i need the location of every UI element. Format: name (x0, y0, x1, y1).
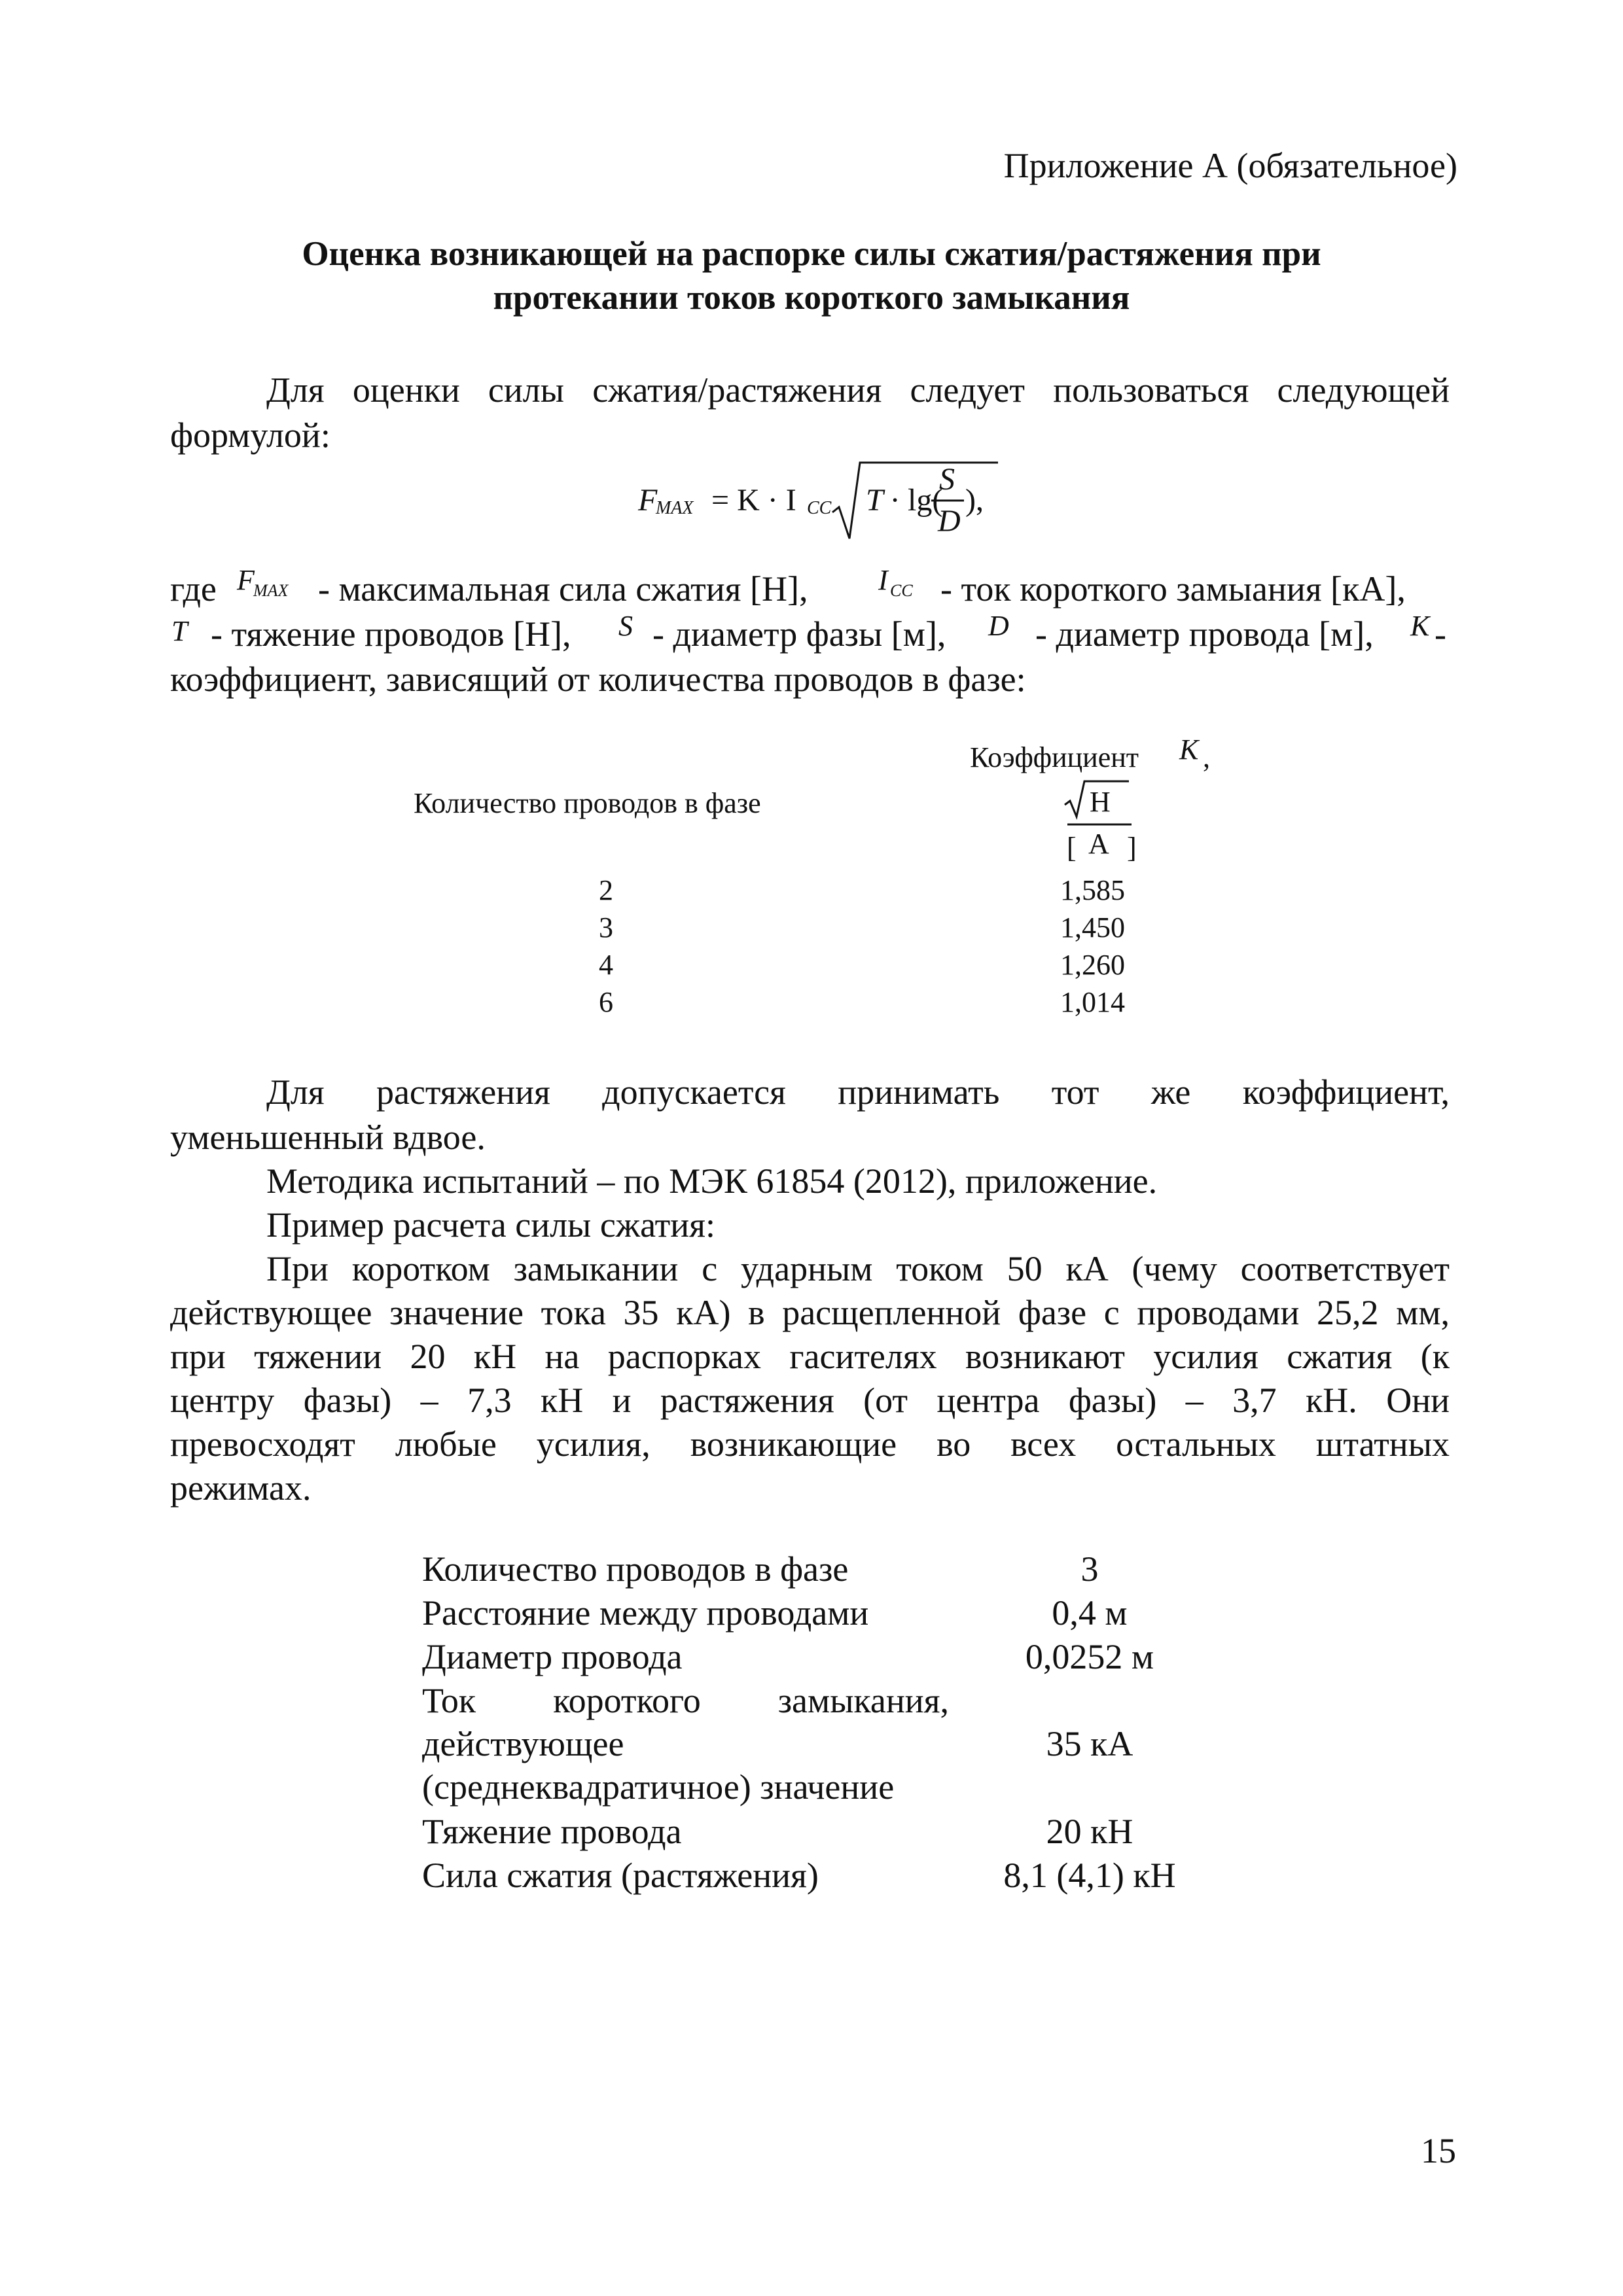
row-label-line-2: действующее (422, 1724, 624, 1763)
p1-line-1: Для растяжения допускается принимать тот же коэффициент, (266, 1072, 1450, 1112)
coef-k-row-2: 1,450 (1060, 911, 1125, 944)
coef-k-row-3: 1,260 (1060, 949, 1125, 981)
row-label: Диаметр провода (422, 1637, 683, 1676)
table-row (422, 1547, 1194, 1591)
legend-sym-i-sub: CC (890, 581, 913, 600)
formula-f: F (638, 483, 658, 518)
legend-d-text: - диаметр провода [м], (1035, 614, 1374, 654)
coef-n-row-1: 2 (599, 874, 613, 906)
formula-t: T · (866, 483, 899, 518)
intro-line-2: формулой: (170, 415, 330, 455)
unit-bracket-open: [ (1067, 832, 1077, 864)
p4-last: режимах. (170, 1468, 312, 1508)
p4-line-3: при тяжении 20 кН на распорках гасителях возникают усилия сжатия (к (170, 1337, 1450, 1376)
legend-t-text: - тяжение проводов [Н], (211, 614, 571, 654)
intro-line-1: Для оценки силы сжатия/растяжения следует пользоваться следующей (266, 370, 1450, 410)
legend-sym-f-sub: MAX (253, 581, 289, 600)
fraction-bar (931, 499, 964, 502)
row-value: 3 (1080, 1549, 1099, 1589)
row-value: 0,4 м (1052, 1593, 1128, 1633)
row-value: 20 кН (1046, 1812, 1133, 1851)
legend-k-text: - (1435, 614, 1446, 654)
legend-where: где (170, 569, 217, 609)
table-row (422, 1679, 1194, 1810)
legend-sym-t: T (171, 615, 188, 647)
formula-num: S (939, 462, 955, 497)
p4-line-1: При коротком замыкании с ударным током 50 кА (чему соответствует (266, 1249, 1450, 1288)
row-label-line-1: Ток короткого замыкания, (422, 1681, 949, 1720)
appendix-label: Приложение А (обязательное) (1003, 146, 1457, 185)
formula-close: ), (965, 483, 984, 518)
coef-col2-header: Коэффициент (970, 741, 1139, 773)
formula (638, 455, 1005, 546)
p3: Пример расчета силы сжатия: (266, 1205, 716, 1245)
formula-lg: lg( (908, 483, 943, 518)
legend-line-3: коэффициент, зависящий от количества проводов в фазе: (170, 660, 1026, 699)
table-row (422, 1635, 1194, 1678)
coef-n-row-2: 3 (599, 911, 613, 944)
section-title (170, 232, 1453, 320)
table-row (422, 1854, 1194, 1897)
unit-bracket-close: ] (1127, 832, 1137, 864)
coef-col2-comma: , (1203, 741, 1210, 773)
row-label: Количество проводов в фазе (422, 1549, 849, 1589)
coef-col2-symbol: K (1179, 733, 1199, 766)
unit-denominator: А (1088, 828, 1109, 860)
legend-sym-s: S (618, 610, 633, 642)
legend-icc-text: - ток короткого замыания [кА], (940, 569, 1406, 609)
p1-line-2: уменьшенный вдвое. (170, 1118, 486, 1157)
coef-k-row-4: 1,014 (1060, 986, 1125, 1018)
legend-sym-k: K (1410, 610, 1430, 642)
row-value: 8,1 (4,1) кН (1003, 1856, 1176, 1895)
row-value: 0,0252 м (1025, 1637, 1154, 1676)
legend-sym-i: I (878, 564, 888, 596)
legend-fmax-text: - максимальная сила сжатия [Н], (318, 569, 808, 609)
p4-line-2: действующее значение тока 35 кА) в расщепленной фазе с проводами 25,2 мм, (170, 1293, 1450, 1332)
table-row (422, 1810, 1194, 1853)
row-label: Тяжение провода (422, 1812, 682, 1851)
legend-sym-f: F (237, 564, 255, 596)
row-label: Сила сжатия (растяжения) (422, 1856, 819, 1895)
row-value: 35 кА (1046, 1724, 1133, 1763)
formula-f-sub: MAX (656, 498, 694, 518)
p4-line-5: превосходят любые усилия, возникающие во всех остальных штатных (170, 1424, 1450, 1464)
row-label-line-3: (среднеквадратичное) значение (422, 1767, 895, 1807)
row-label: Расстояние между проводами (422, 1593, 869, 1633)
p4-line-4: центру фазы) – 7,3 кН и растяжения (от центра фазы) – 3,7 кН. Они (170, 1381, 1450, 1420)
coef-col1-header: Количество проводов в фазе (414, 787, 761, 819)
table-row (422, 1591, 1194, 1634)
legend-sym-d: D (988, 610, 1009, 642)
p2: Методика испытаний – по МЭК 61854 (2012), приложение. (266, 1161, 1158, 1201)
page-number: 15 (1421, 2131, 1456, 2170)
coef-k-row-1: 1,585 (1060, 874, 1125, 906)
formula-i-sub: CC (807, 498, 832, 518)
unit-numerator: Н (1090, 786, 1111, 818)
coef-n-row-4: 6 (599, 986, 613, 1018)
formula-eq: = K · I (711, 483, 796, 518)
title-line-1: Оценка возникающей на распорке силы сжатия/растяжения при (302, 235, 1321, 273)
formula-den: D (938, 504, 961, 539)
legend-s-text: - диаметр фазы [м], (652, 614, 946, 654)
coef-n-row-3: 4 (599, 949, 613, 981)
title-line-2: протекании токов короткого замыкания (493, 279, 1130, 317)
